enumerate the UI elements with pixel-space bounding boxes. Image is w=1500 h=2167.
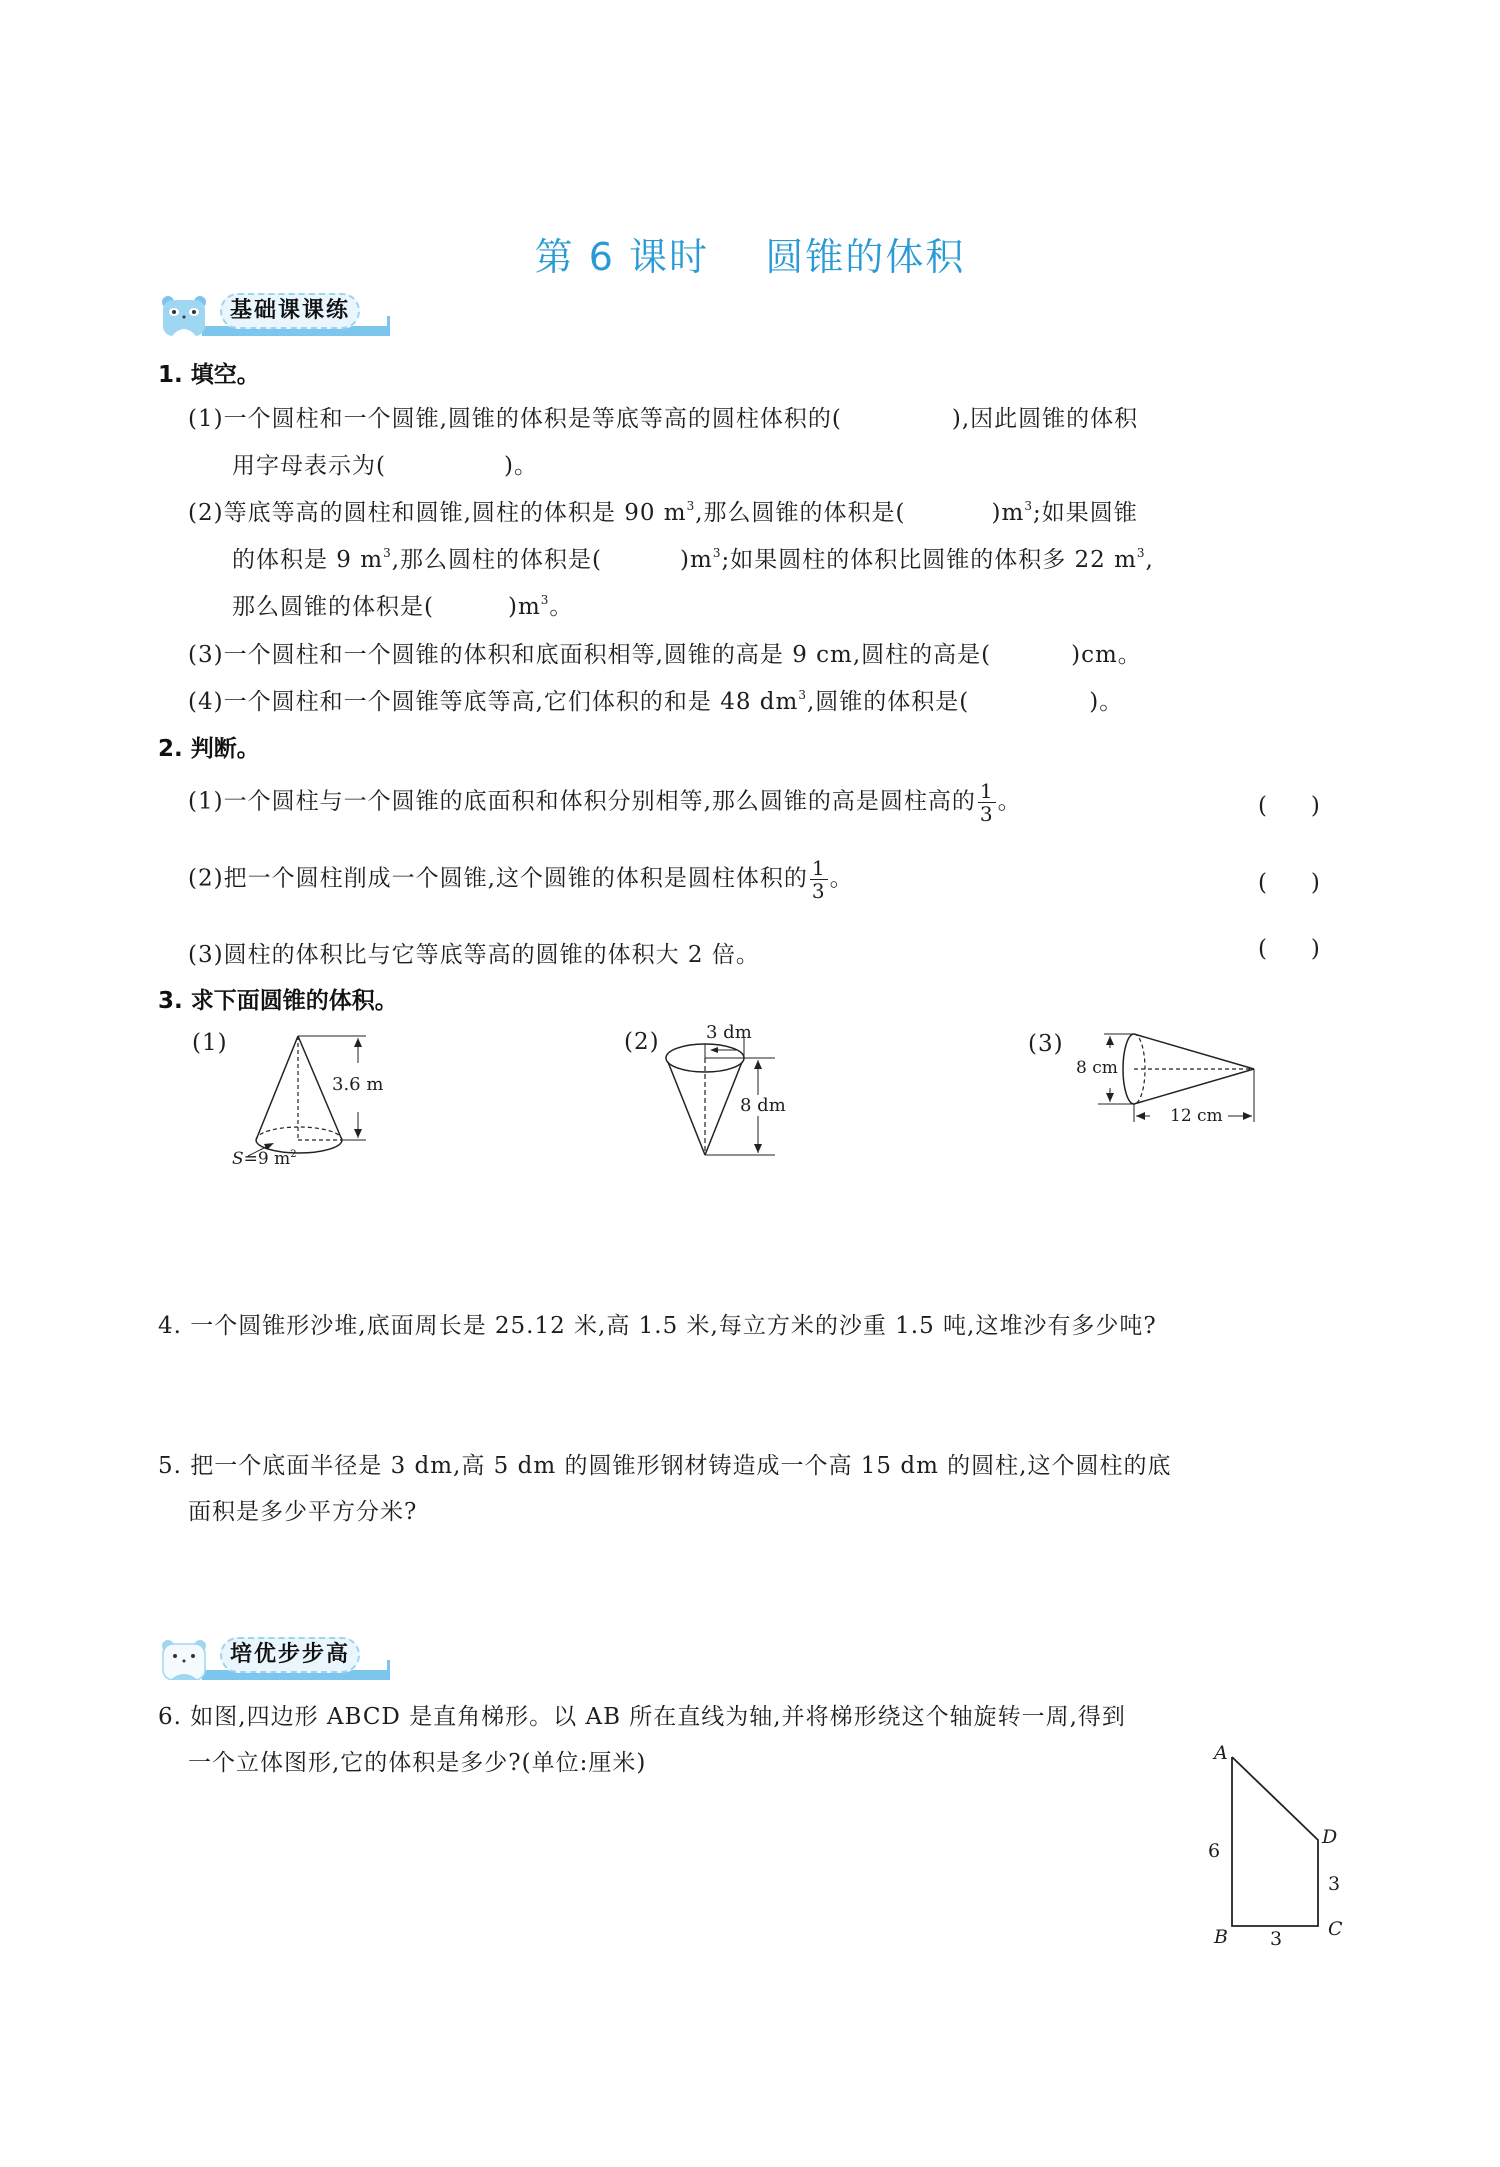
section-banner-basic [160,292,390,338]
height-label: 8 dm [740,1095,786,1116]
height-label: 12 cm [1170,1106,1223,1126]
numerator: 1 [979,779,994,803]
fraction [978,780,996,825]
text: (2)把一个圆柱削成一个圆锥,这个圆锥的体积是圆柱体积的 [188,865,808,892]
denominator: 3 [979,802,994,826]
text: (3)一个圆柱和一个圆锥的体积和底面积相等,圆锥的高是 9 cm,圆柱的高是( [188,642,992,668]
question-5-line2: 面积是多少平方分米? [188,1499,418,1525]
base-area-label [232,1149,297,1169]
question-2-heading: 2. 判断。 [158,736,260,762]
answer-box[interactable]: ( ) [1258,793,1320,819]
question-5-line1: 5. 把一个底面半径是 3 dm,高 5 dm 的圆锥形钢材铸造成一个高 15 dm 的圆柱,这个圆柱的底 [158,1453,1172,1479]
fraction [810,857,828,902]
text: )m [680,547,713,573]
text: 的体积是 9 m [232,547,384,573]
vertex-a-label: A [1214,1742,1228,1764]
superscript: 3 [798,688,807,702]
text: 那么圆锥的体积是( [232,594,434,620]
section-banner-advanced [160,1636,390,1682]
figure-label: (3) [1028,1031,1064,1057]
figure-label: (1) [192,1030,228,1056]
superscript: 3 [712,546,722,560]
q1-part2-line2 [232,541,1154,574]
text: 用字母表示为( [232,453,386,479]
q1-part2-line3 [232,588,573,621]
cone-figure-3 [1028,1022,1288,1142]
superscript: 3 [540,593,550,607]
question-4: 4. 一个圆锥形沙堆,底面周长是 25.12 米,高 1.5 米,每立方米的沙重 1.5 吨,这堆沙有多少吨? [158,1313,1157,1339]
text: =9 m [243,1149,291,1169]
diameter-label: 8 cm [1076,1058,1118,1078]
text: )m [507,594,541,620]
variable: S [232,1149,244,1169]
vertex-d-label: D [1322,1826,1338,1848]
q1-part2-line1 [188,494,1138,527]
height-label: 3.6 m [332,1074,384,1095]
q1-part1-line1 [188,400,1138,433]
trapezoid-figure [1200,1740,1360,1950]
side-ab-length: 6 [1208,1840,1221,1862]
cone-diagram [1028,1022,1288,1142]
page-title: 第 6 课时 圆锥的体积 [534,235,966,279]
superscript: 3 [383,546,392,560]
cone-figure-1 [188,1028,418,1168]
q2-item-3 [188,936,760,969]
section-label: 基础课课练 [220,293,360,329]
answer-box[interactable]: ( ) [1258,870,1320,896]
radius-label: 3 dm [706,1022,752,1043]
superscript: 3 [1136,546,1146,560]
cone-diagram [620,1022,820,1172]
text: (3)圆柱的体积比与它等底等高的圆锥的体积大 2 倍。 [188,942,760,968]
side-cd-length: 3 [1328,1873,1341,1895]
text: ,那么圆柱的体积是( [391,547,603,573]
superscript: 3 [686,499,696,513]
text: )m [991,500,1025,526]
answer-box[interactable]: ( ) [1258,936,1320,962]
text: ;如果圆锥 [1032,500,1138,526]
text: ,那么圆锥的体积是( [695,500,906,526]
text: ),因此圆锥的体积 [951,406,1139,432]
q1-part4 [188,683,1123,716]
bear-mascot-icon [160,294,212,336]
cone-diagram [188,1028,418,1168]
section-label: 培优步步高 [220,1637,360,1673]
question-3-heading: 3. 求下面圆锥的体积。 [158,988,398,1014]
question-6-line2: 一个立体图形,它的体积是多少?(单位:厘米) [188,1750,647,1776]
figure-label: (2) [624,1029,660,1055]
text: ;如果圆柱的体积比圆锥的体积多 22 m [721,547,1137,573]
denominator: 3 [811,879,826,903]
text: )。 [503,453,538,479]
cone-figure-2 [620,1022,820,1172]
superscript: 2 [290,1149,297,1160]
text: (2)等底等高的圆柱和圆锥,圆柱的体积是 90 m [188,500,687,526]
text: (1)一个圆柱和一个圆锥,圆锥的体积是等底等高的圆柱体积的( [188,406,842,432]
vertex-c-label: C [1328,1918,1343,1940]
text: 。 [997,788,1022,815]
text: )cm。 [1071,642,1142,668]
q2-item-1 [188,780,1022,825]
text: ,圆锥的体积是( [806,689,970,715]
superscript: 3 [1024,499,1033,513]
vertex-b-label: B [1214,1926,1228,1948]
text: (1)一个圆柱与一个圆锥的底面积和体积分别相等,那么圆锥的高是圆柱高的 [188,788,976,815]
text: 。 [829,865,854,892]
q1-part3 [188,636,1142,669]
q2-item-2 [188,857,854,902]
numerator: 1 [811,856,826,880]
text: 。 [549,594,574,620]
bear-mascot-icon [160,1638,212,1680]
question-1-heading: 1. 填空。 [158,362,260,388]
question-6-line1: 6. 如图,四边形 ABCD 是直角梯形。以 AB 所在直线为轴,并将梯形绕这个轴旋转一周,得到 [158,1704,1126,1730]
text: )。 [1089,689,1124,715]
q1-part1-line2 [232,447,538,480]
text: , [1145,547,1154,573]
text: (4)一个圆柱和一个圆锥等底等高,它们体积的和是 48 dm [188,689,799,715]
side-bc-length: 3 [1270,1928,1283,1950]
